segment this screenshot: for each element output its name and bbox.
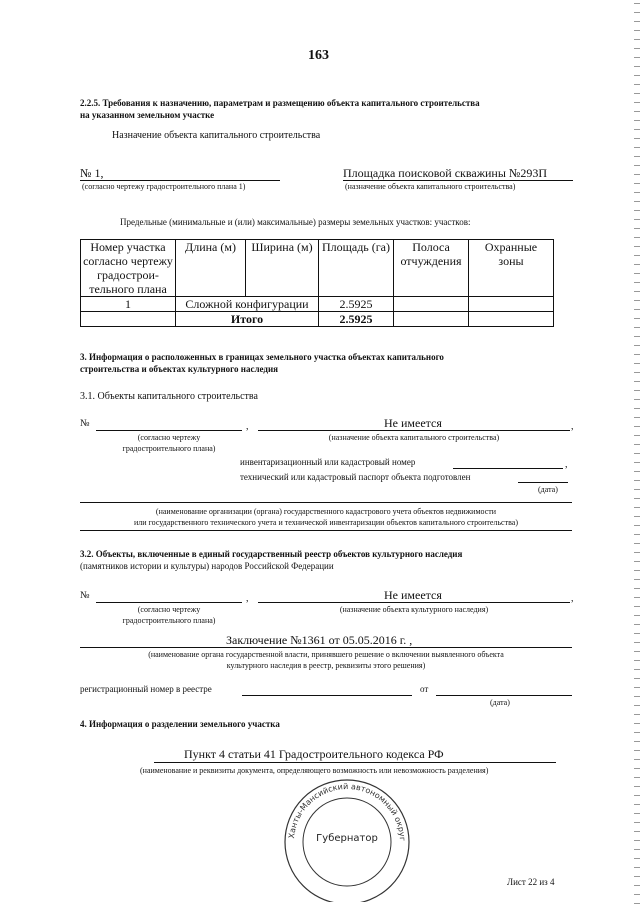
object-number: № 1,	[80, 166, 104, 180]
from-label: от	[420, 684, 429, 694]
section-3-heading-2: строительства и объектах культурного наследия	[80, 364, 279, 374]
org-line	[80, 502, 572, 503]
sheet-number: Лист 22 из 4	[507, 877, 555, 887]
comma-inventory: ,	[565, 459, 568, 470]
parameters-table	[80, 239, 554, 327]
drawing-line-32	[96, 602, 242, 603]
table-cell-area: 2.5925	[319, 297, 394, 312]
table-header-zones: Охранные зоны	[469, 240, 554, 297]
purpose-caption-31: (назначение объекта капитального строительства)	[328, 433, 500, 442]
seal-ring-text: Ханты-Мансийский автономный округ	[287, 781, 408, 842]
drawing-line-31	[96, 430, 242, 431]
section-32-heading-1: 3.2. Объекты, включенные в единый государственный реестр объектов культурного наследия	[80, 549, 463, 559]
org-caption-2: или государственного технического учета и технической инвентаризации объектов капитального строительства)	[133, 518, 518, 527]
table-cell-number: 1	[81, 297, 176, 312]
conclusion-line	[80, 647, 572, 648]
table-header-row	[81, 240, 554, 297]
value-31: Не имеется	[384, 416, 442, 430]
division-caption: (наименование и реквизиты документа, определяющего возможность или невозможность разделения)	[140, 766, 489, 775]
object-name-line	[343, 180, 573, 181]
reg-label: регистрационный номер в реестре	[80, 684, 212, 694]
table-header-strip: Полоса отчуждения	[394, 240, 469, 297]
drawing-caption-31-1: (согласно чертежу	[137, 433, 201, 442]
sizes-label: Предельные (минимальные и (или) максимальные) размеры земельных участков: участков:	[120, 217, 471, 227]
drawing-caption-32-1: (согласно чертежу	[137, 605, 201, 614]
num-sign-32: №	[80, 590, 90, 601]
table-total-label: Итого	[176, 312, 319, 327]
drawing-caption-31-2: градостроительного плана)	[122, 444, 216, 453]
passport-date-line	[518, 482, 568, 483]
section-4-heading: 4. Информация о разделении земельного участка	[80, 719, 280, 729]
page-number: 163	[308, 48, 329, 63]
division-line	[154, 762, 556, 763]
conclusion-caption-2: культурного наследия в реестр, реквизиты этого решения)	[226, 661, 426, 670]
table-total-area: 2.5925	[319, 312, 394, 327]
table-total-row	[81, 312, 554, 327]
inventory-line	[453, 468, 563, 469]
object-number-caption: (согласно чертежу градостроительного плана 1)	[82, 182, 246, 191]
value-32: Не имеется	[384, 588, 442, 602]
purpose-line-31	[258, 430, 570, 431]
passport-date-caption: (дата)	[538, 485, 558, 494]
table-header-area: Площадь (га)	[319, 240, 394, 297]
table-cell-config: Сложной конфигурации	[176, 297, 319, 312]
reg-line	[242, 695, 412, 696]
table-header-length: Длина (м)	[176, 240, 246, 297]
table-header-width: Ширина (м)	[246, 240, 319, 297]
object-name: Площадка поисковой скважины №293П	[343, 166, 547, 180]
passport-label: технический или кадастровый паспорт объекта подготовлен	[240, 472, 471, 482]
scan-edge	[634, 0, 640, 905]
object-name-caption: (назначение объекта капитального строительства)	[345, 182, 516, 191]
inventory-label: инвентаризационный или кадастровый номер	[240, 457, 416, 467]
table-cell-zones	[469, 297, 554, 312]
governor-seal	[272, 774, 422, 902]
purpose-caption-32: (назначение объекта культурного наследия)	[339, 605, 489, 614]
table-row	[81, 297, 554, 312]
purpose-line-32	[258, 602, 570, 603]
table-cell-empty	[469, 312, 554, 327]
conclusion-text: Заключение №1361 от 05.05.2016 г. ,	[226, 633, 413, 647]
table-cell-empty	[81, 312, 176, 327]
section-225-heading-1: 2.2.5. Требования к назначению, параметрам и размещению объекта капитального строительства	[80, 98, 480, 108]
table-cell-empty	[394, 312, 469, 327]
purpose-label: Назначение объекта капитального строительства	[112, 130, 321, 141]
reg-date-caption: (дата)	[490, 698, 510, 707]
comma-32-end: ,	[571, 593, 574, 604]
drawing-caption-32-2: градостроительного плана)	[122, 616, 216, 625]
comma-31-end: ,	[571, 421, 574, 432]
division-document: Пункт 4 статьи 41 Градостроительного кодекса РФ	[184, 747, 444, 761]
table-cell-strip	[394, 297, 469, 312]
org-caption-1: (наименование организации (органа) государственного кадастрового учета объектов недвижимости	[155, 507, 497, 516]
comma-32: ,	[246, 593, 249, 604]
table-header-number: Номер участка согласно чертежу градострои-тельного плана	[81, 240, 176, 297]
num-sign-31: №	[80, 418, 90, 429]
seal-center-text: Губернатор	[316, 833, 378, 844]
org-line-2	[80, 530, 572, 531]
comma-31: ,	[246, 421, 249, 432]
section-225-heading-2: на указанном земельном участке	[80, 110, 215, 120]
reg-date-line	[436, 695, 572, 696]
section-32-heading-2: (памятников истории и культуры) народов Российской Федерации	[80, 561, 334, 571]
conclusion-caption-1: (наименование органа государственной власти, принявшего решение о включении выявленного объекта	[148, 650, 504, 659]
section-31-heading: 3.1. Объекты капитального строительства	[80, 391, 258, 402]
section-3-heading-1: 3. Информация о расположенных в границах земельного участка объектах капитального	[80, 352, 444, 362]
object-number-line	[80, 180, 280, 181]
